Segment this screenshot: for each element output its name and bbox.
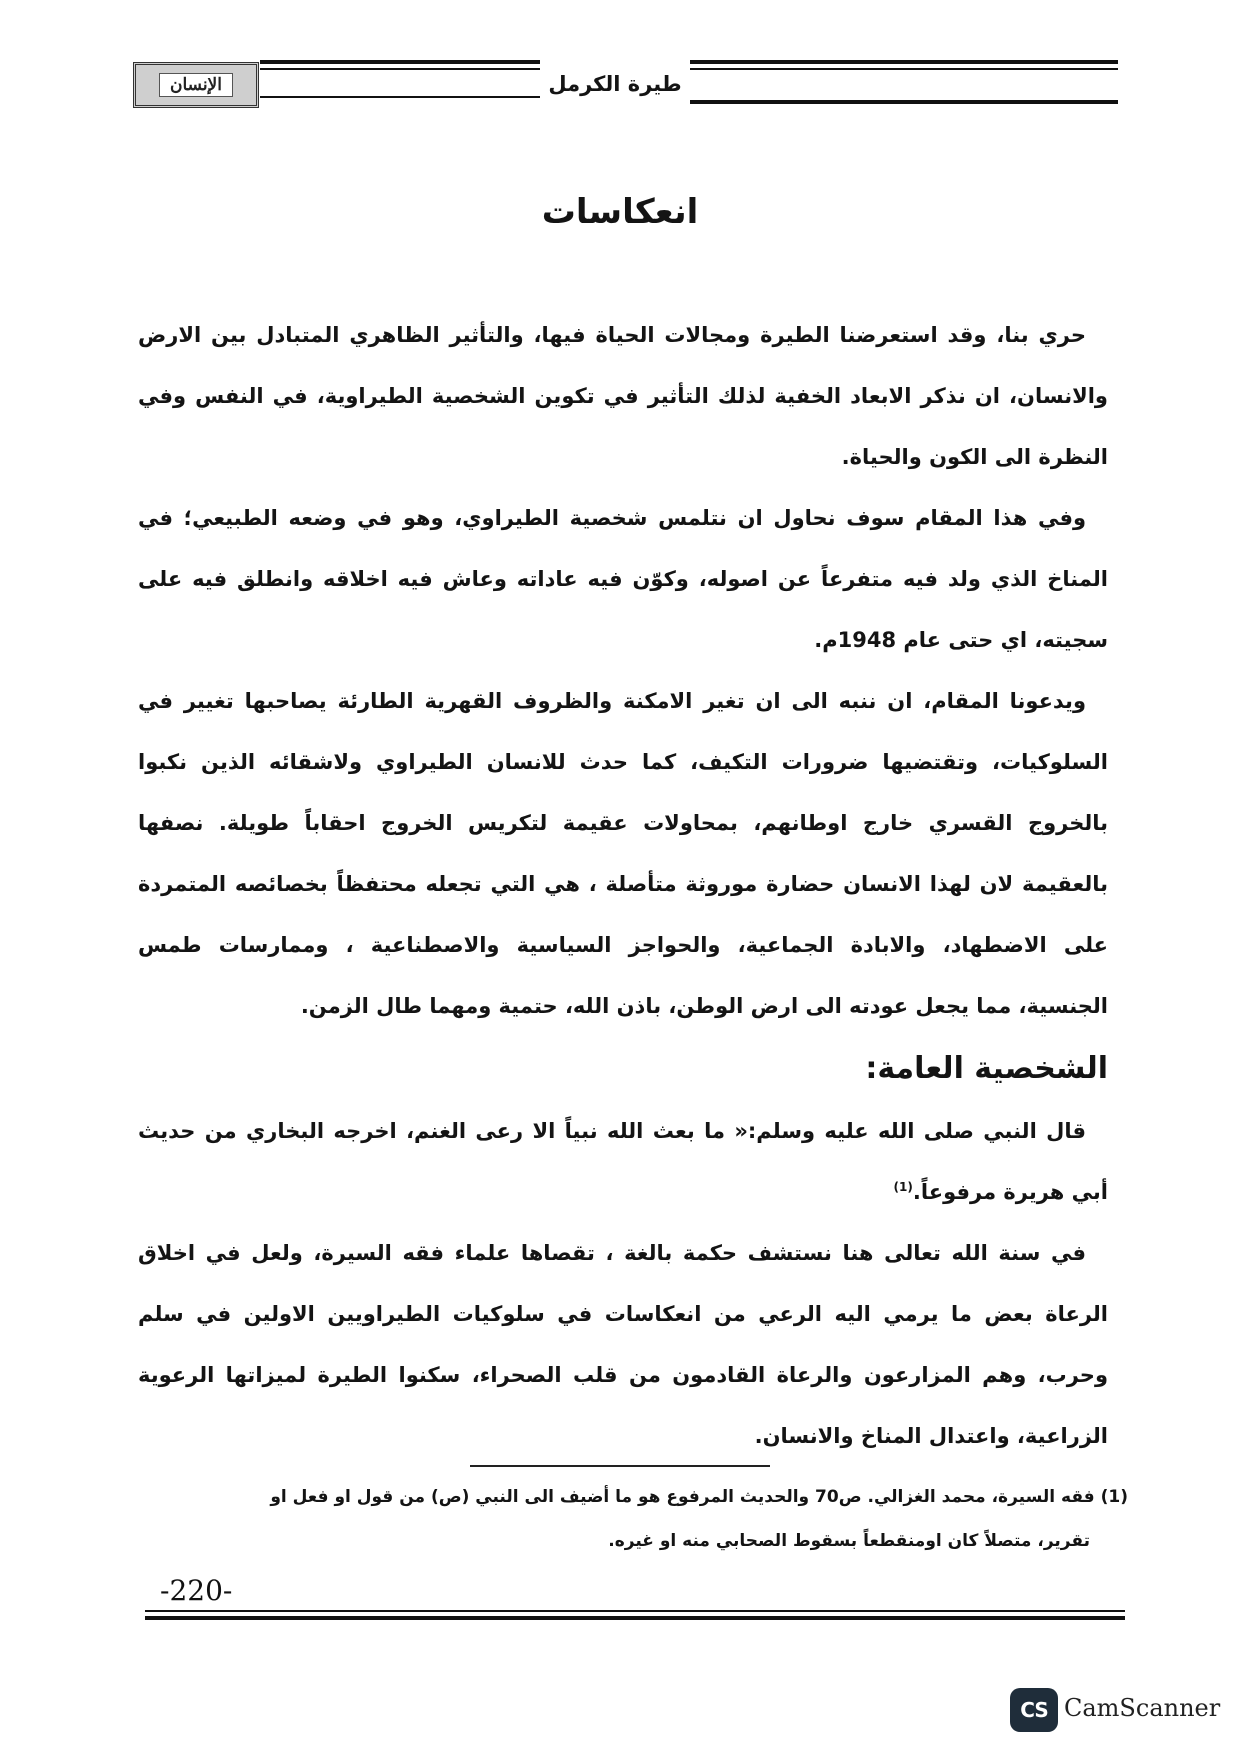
camscanner-app-name: CamScanner — [1064, 1694, 1221, 1722]
chapter-badge-label: الإنسان — [159, 73, 233, 97]
body-text — [138, 305, 1108, 1467]
footnote-line: تقرير، متصلاً كان اومنقطعاً بسقوط الصحابي منه او غيره. — [608, 1531, 1090, 1551]
footer-rule-thick — [145, 1616, 1125, 1620]
paragraph: وفي هذا المقام سوف نحاول ان نتلمس شخصية الطيراوي، وهو في وضعه الطبيعي؛ في المناخ الذي ولد فيه متفرعاً عن اصوله، وكوّن فيه عاداته وعاش فيه اخلاقه وانطلق فيه على سجيته، اي حتى عام 1948م. — [138, 506, 1108, 652]
footnote — [138, 1475, 1128, 1563]
header-rule-right-bottom — [690, 100, 1118, 104]
header-rule-bottom — [260, 96, 540, 98]
footnote-reference: (1) — [893, 1180, 913, 1194]
page-number: -220- — [160, 1574, 233, 1607]
chapter-title: انعكاسات — [541, 192, 699, 232]
header-rule-right-top-thin — [690, 68, 1118, 70]
header-rule-right-top — [690, 60, 1118, 64]
footer-rule-thin — [145, 1610, 1125, 1612]
section-heading: الشخصية العامة: — [865, 1051, 1108, 1086]
hadith-text: قال النبي صلى الله عليه وسلم:« ما بعث الله نبياً الا رعى الغنم، اخرجه البخاري من حديث أبي هريرة مرفوعاً. — [138, 1119, 1108, 1204]
chapter-badge — [133, 62, 259, 108]
paragraph: في سنة الله تعالى هنا نستشف حكمة بالغة ، تقصاها علماء فقه السيرة، ولعل في اخلاق الرعاة بعض ما يرمي اليه الرعي من انعكاسات في سلوكيات الطيراويين الاولين في سلم وحرب، وهم المزارعون والرعاة القادمون من قلب الصحراء، سكنوا الطيرة لميزاتها الرعوية الزراعية، واعتدال المناخ والانسان. — [138, 1241, 1108, 1448]
camscanner-logo-text: CS — [1020, 1698, 1048, 1722]
paragraph: حري بنا، وقد استعرضنا الطيرة ومجالات الحياة فيها، والتأثير الظاهري المتبادل بين الارض والانسان، ان نذكر الابعاد الخفية لذلك التأثير في تكوين الشخصية الطيراوية، في النفس وفي النظرة الى الكون والحياة. — [138, 323, 1108, 469]
running-title: طيرة الكرمل — [548, 72, 682, 96]
paragraph: ويدعونا المقام، ان ننبه الى ان تغير الامكنة والظروف القهرية الطارئة يصاحبها تغيير في السلوكيات، وتقتضيها ضرورات التكيف، كما حدث للانسان الطيراوي ولاشقائه الذين نكبوا بالخروج القسري خارج اوطانهم، بمحاولات عقيمة لتكريس الخروج احقاباً طويلة. نصفها بالعقيمة لان لهذا الانسان حضارة موروثة متأصلة ، هي التي تجعله محتفظاً بخصائصه المتمردة على الاضطهاد، والابادة الجماعية، والحواجز السياسية والاصطناعية ، وممارسات طمس الجنسية، مما يجعل عودته الى ارض الوطن، باذن الله، حتمية ومهما طال الزمن. — [138, 689, 1108, 1018]
hadith-paragraph — [138, 1101, 1108, 1223]
header-rule-top — [260, 60, 540, 64]
footnote-separator — [470, 1465, 770, 1467]
header-rule-top-thin — [260, 68, 540, 70]
footnote-line: (1) فقه السيرة، محمد الغزالي. ص70 والحديث المرفوع هو ما أضيف الى النبي (ص) من قول او فعل او — [270, 1487, 1128, 1507]
camscanner-logo-icon — [1010, 1688, 1058, 1732]
